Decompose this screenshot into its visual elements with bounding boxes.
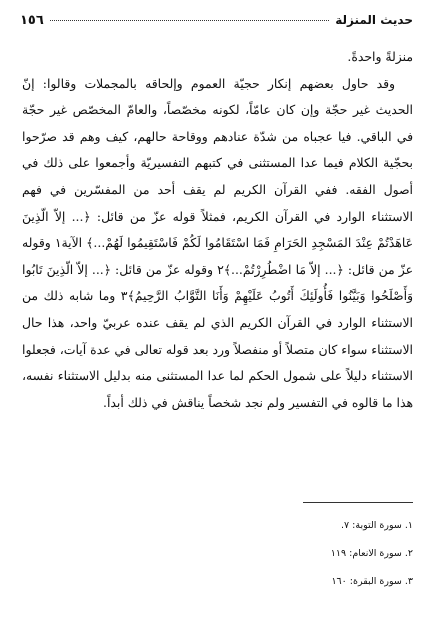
footnote-1: ١. سورة التوبة: ٧.: [340, 520, 413, 531]
paragraph-main: وقد حاول بعضهم إنكار حجيّة العموم وإلحاقه بالمجملات وقالوا: إنّ الحديث غير حجّة وإن كان عامّاً، لكونه مخصّصاً، والعامّ المخصّص غير حجّة في الباقي. فيا عجباه من شدّة عنادهم ووقاحة حالهم، كيف وهم قد صرّحوا بحجّية الكلام فيما عدا المستثنى في كتبهم التفسيريّة وأجمعوا على ذلك في أصول الفقه. ففي القرآن الكريم لم يقف أحد من المفسّرين في فهم الاستثناء الوارد في القرآن الكريم، فمثلاً قوله عزّ من قائل: ﴿... إلاّ الّذِينَ عَاهَدْتُمْ عِنْدَ المَسْجِدِ الحَرَامِ فَمَا اسْتَقَامُوا لَكُمْ فَاسْتَقِيمُوا لَهُمْ...﴾ الآية١ وقوله عزّ من قائل: ﴿... إلاّ مَا اضْطُرِرْتُمْ...﴾٢ وقوله عزّ من قائل: ﴿... إلاّ الّذِينَ تَابُوا وَأَصْلَحُوا وَبَيَّنُوا فَأُولَئِكَ أَتُوبُ عَلَيْهِمْ وَأَنَا التَّوَّابُ الرَّحِيمُ﴾٣ وما شابه ذلك من الاستثناء الوارد في القرآن الكريم الذي لم يقف عنده عربيّ واحد، هذا حال الاستثناء سواء كان متصلاً أو منفصلاً ورد بعد قوله تعالى في عدة آيات، فجعلوا الاستثناء دليلاً على شمول الحكم لما عدا المستثنى منه بدليل الاستثناء نفسه، هذا ما قالوه في التفسير ولم نجد شخصاً يناقش في ذلك أبداً.: [22, 75, 413, 410]
footnote-2: ٢. سورة الانعام: ١١٩: [330, 548, 413, 559]
footnotes: [180, 512, 413, 596]
page-number: ١٥٦: [20, 13, 44, 28]
paragraph-continuation: منزلةً واحدةً.: [347, 49, 413, 64]
page-header: [20, 13, 413, 31]
footnote-3: ٣. سورة البقرة: ١٦٠: [331, 576, 413, 587]
footnote-separator: [303, 502, 413, 503]
header-dotted-leader: [50, 20, 329, 21]
running-title: حديث المنزلة: [335, 13, 413, 27]
main-text: [22, 44, 413, 416]
